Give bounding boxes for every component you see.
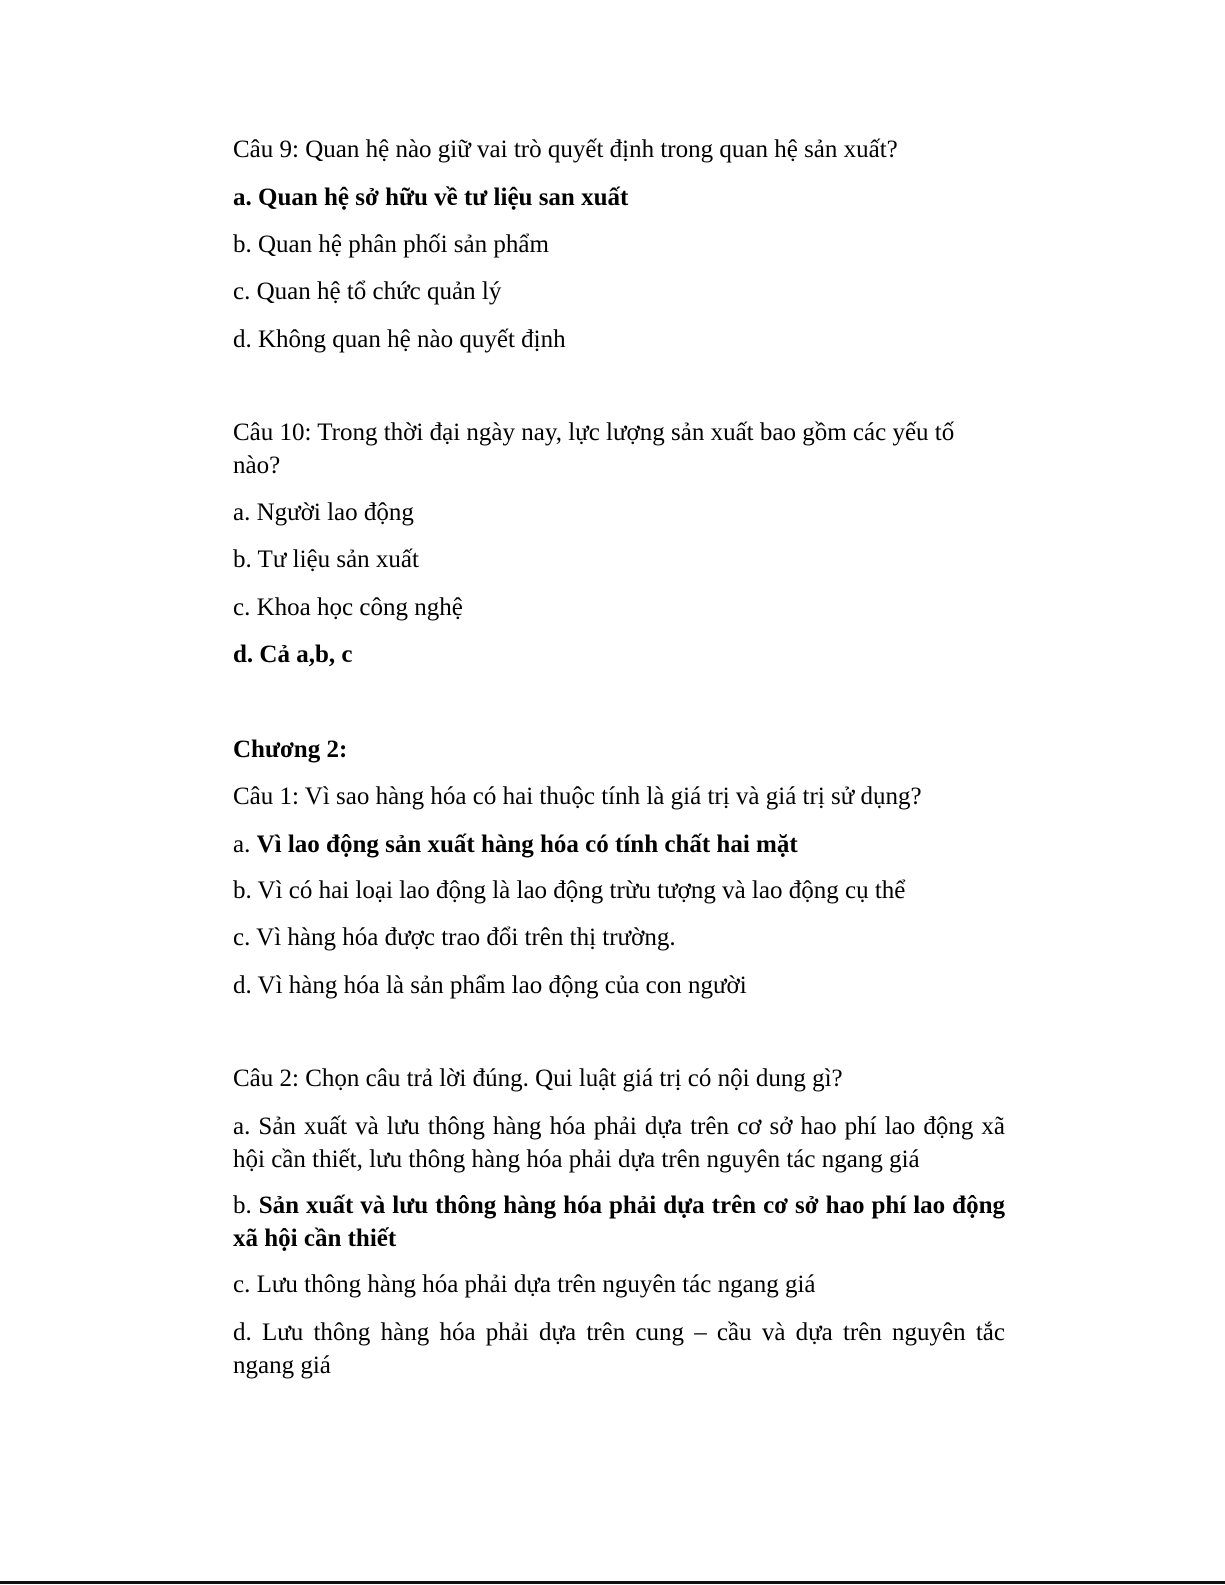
- ch2-q1-option-d: d. Vì hàng hóa là sản phẩm lao động của con người: [233, 972, 747, 999]
- ch2-q1-option-c: c. Vì hàng hóa được trao đổi trên thị trường.: [233, 924, 676, 951]
- q9-option-b: b. Quan hệ phân phối sản phẩm: [233, 231, 549, 258]
- ch2-q2-option-d: d. Lưu thông hàng hóa phải dựa trên cung – cầu và dựa trên nguyên tắc ngang giá: [233, 1319, 1005, 1379]
- chapter-heading: Chương 2:: [233, 736, 348, 763]
- ch2-q1-option-b: b. Vì có hai loại lao động là lao động trừu tượng và lao động cụ thể: [233, 877, 906, 904]
- ch2-q2-option-a: a. Sản xuất và lưu thông hàng hóa phải dựa trên cơ sở hao phí lao động xã hội cần thiết, lưu thông hàng hóa phải dựa trên nguyên tác ngang giá: [233, 1113, 1005, 1173]
- q9-option-a-correct: a. Quan hệ sở hữu về tư liệu san xuất: [233, 184, 629, 211]
- q10-option-d-correct: d. Cả a,b, c: [233, 641, 353, 668]
- page-bottom-border: [0, 1581, 1225, 1584]
- question-10: Câu 10: Trong thời đại ngày nay, lực lượng sản xuất bao gồm các yếu tố nào?: [233, 419, 955, 479]
- q10-option-b: b. Tư liệu sản xuất: [233, 546, 419, 573]
- correct-answer-text: Sản xuất và lưu thông hàng hóa phải dựa trên cơ sở hao phí lao động xã hội cần thiết: [233, 1192, 1005, 1252]
- question-9: Câu 9: Quan hệ nào giữ vai trò quyết định trong quan hệ sản xuất?: [233, 136, 898, 163]
- option-prefix: a.: [233, 831, 257, 858]
- ch2-q2-option-b: [233, 1189, 1005, 1255]
- ch2-q1-option-a: [233, 828, 1005, 861]
- q10-option-a: a. Người lao động: [233, 499, 414, 526]
- option-prefix: b.: [233, 1192, 259, 1219]
- q9-option-d: d. Không quan hệ nào quyết định: [233, 326, 566, 353]
- correct-answer-text: Vì lao động sản xuất hàng hóa có tính chất hai mặt: [256, 831, 798, 858]
- q10-option-c: c. Khoa học công nghệ: [233, 594, 463, 621]
- ch2-q2-option-c: c. Lưu thông hàng hóa phải dựa trên nguyên tác ngang giá: [233, 1271, 816, 1298]
- q9-option-c: c. Quan hệ tổ chức quản lý: [233, 278, 502, 305]
- ch2-question-1: Câu 1: Vì sao hàng hóa có hai thuộc tính là giá trị và giá trị sử dụng?: [233, 783, 922, 810]
- ch2-question-2: Câu 2: Chọn câu trả lời đúng. Qui luật giá trị có nội dung gì?: [233, 1065, 843, 1092]
